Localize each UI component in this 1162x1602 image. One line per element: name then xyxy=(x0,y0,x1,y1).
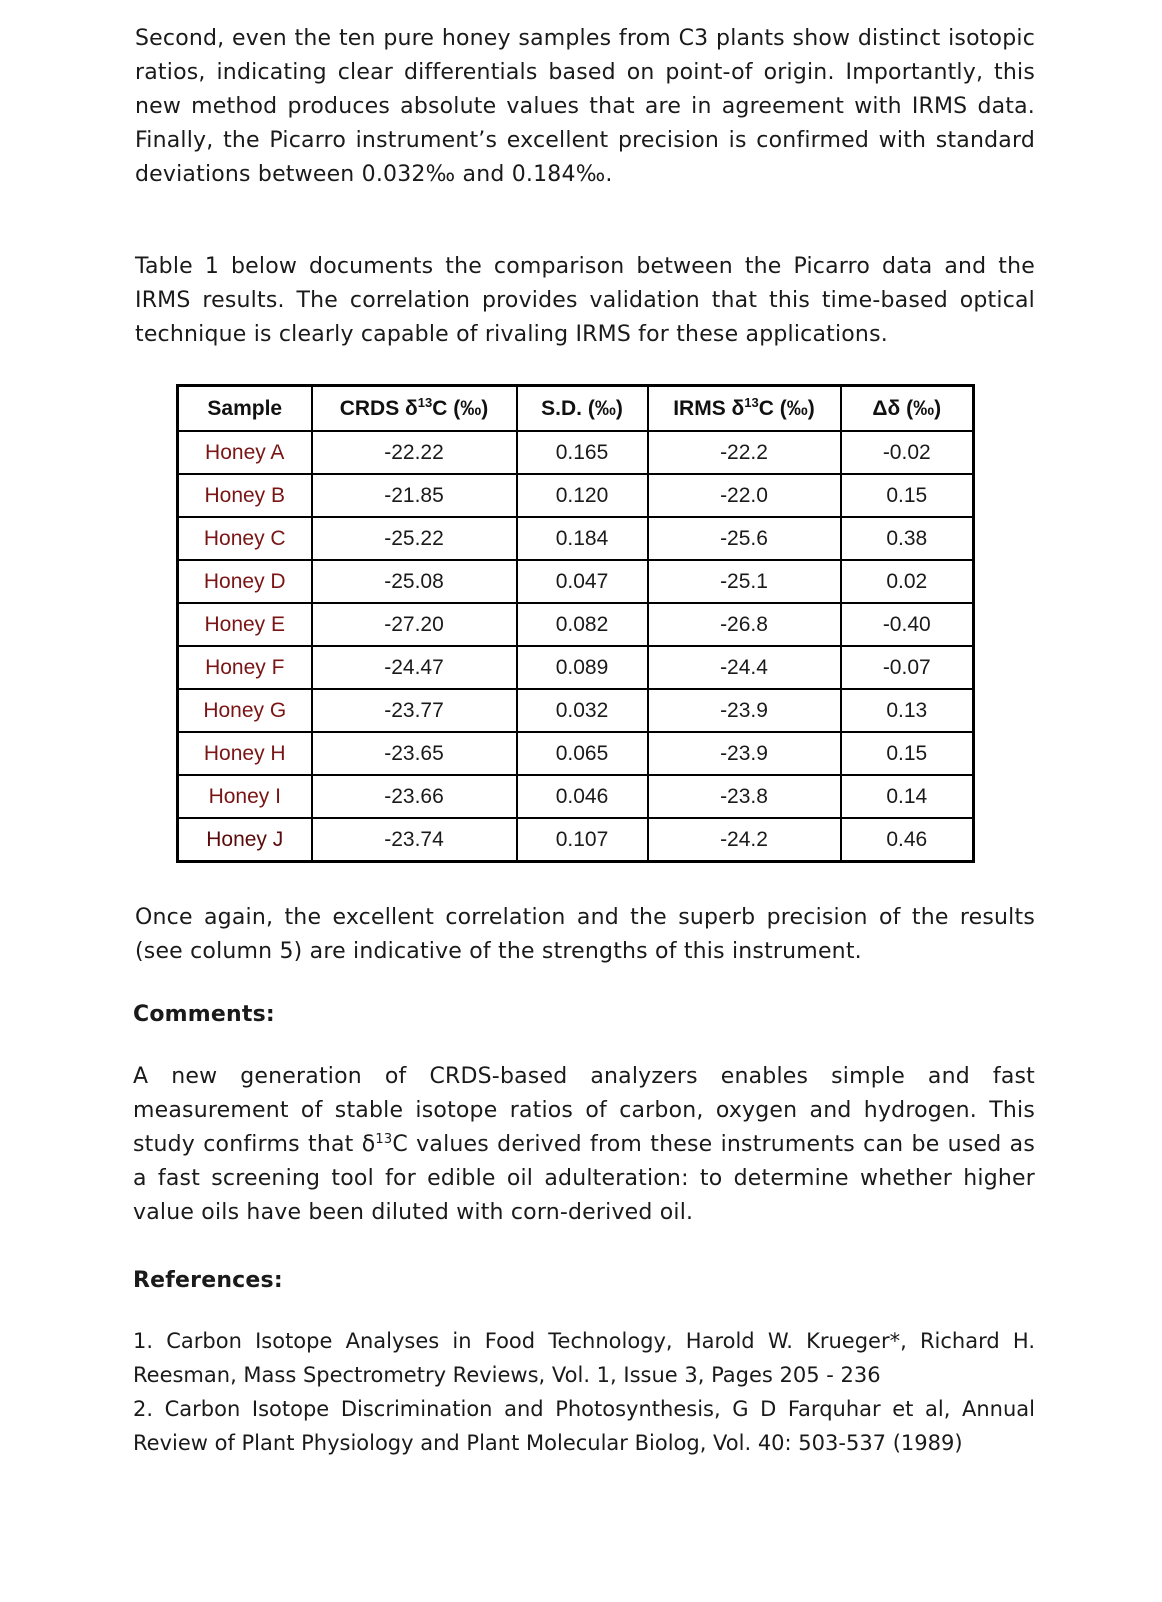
cell-sd: 0.032 xyxy=(517,689,648,732)
paragraph-precision: Second, even the ten pure honey samples from C3 plants show distinct isotopic ratios, indicating clear differentials based on point-of origin. Importantly, this new method produces absolute values that are in agreement with IRMS data. Finally, the Picarro instrument’s excellent precision is confirmed with standard deviations between 0.032‰ and 0.184‰. xyxy=(135,26,1035,187)
cell-crds: -27.20 xyxy=(312,603,517,646)
header-irms-post: C (‰) xyxy=(758,396,815,420)
cell-sample: Honey F xyxy=(178,646,312,689)
table-row xyxy=(178,646,974,689)
cell-irms: -23.9 xyxy=(648,689,841,732)
cell-sample: Honey A xyxy=(178,431,312,474)
header-irms-sup: 13 xyxy=(744,394,759,410)
table-row xyxy=(178,689,974,732)
cell-delta: -0.40 xyxy=(841,603,974,646)
reference-item: 2. Carbon Isotope Discrimination and Photosynthesis, G D Farquhar et al, Annual Review of Plant Physiology and Plant Molecular Biolog, Vol. 40: 503-537 (1989) xyxy=(133,1397,1035,1455)
comments-heading: Comments: xyxy=(133,1002,275,1027)
table-row xyxy=(178,732,974,775)
cell-sd: 0.082 xyxy=(517,603,648,646)
header-sample: Sample xyxy=(178,386,312,432)
cell-sample: Honey C xyxy=(178,517,312,560)
paragraph-table-intro: Table 1 below documents the comparison between the Picarro data and the IRMS results. The correlation provides validation that this time-based optical technique is clearly capable of rivaling IRMS for these applications. xyxy=(135,254,1035,347)
cell-sd: 0.089 xyxy=(517,646,648,689)
table-container xyxy=(176,384,1035,863)
cell-delta: -0.07 xyxy=(841,646,974,689)
cell-irms: -25.6 xyxy=(648,517,841,560)
cell-crds: -23.65 xyxy=(312,732,517,775)
table-row xyxy=(178,560,974,603)
cell-delta: 0.02 xyxy=(841,560,974,603)
table-row xyxy=(178,818,974,862)
cell-sample: Honey J xyxy=(178,818,312,862)
cell-delta: -0.02 xyxy=(841,431,974,474)
cell-sd: 0.046 xyxy=(517,775,648,818)
cell-crds: -22.22 xyxy=(312,431,517,474)
cell-delta: 0.13 xyxy=(841,689,974,732)
cell-irms: -22.2 xyxy=(648,431,841,474)
cell-delta: 0.14 xyxy=(841,775,974,818)
cell-crds: -23.66 xyxy=(312,775,517,818)
cell-sample: Honey I xyxy=(178,775,312,818)
cell-sd: 0.065 xyxy=(517,732,648,775)
cell-irms: -26.8 xyxy=(648,603,841,646)
cell-sample: Honey D xyxy=(178,560,312,603)
table-row xyxy=(178,431,974,474)
table-row xyxy=(178,603,974,646)
cell-crds: -23.77 xyxy=(312,689,517,732)
paragraph-correlation: Once again, the excellent correlation and the superb precision of the results (see column 5) are indicative of the strengths of this instrument. xyxy=(135,905,1035,964)
references-list xyxy=(133,1324,1035,1460)
cell-crds: -25.08 xyxy=(312,560,517,603)
table-row xyxy=(178,517,974,560)
header-delta: Δδ (‰) xyxy=(841,386,974,432)
table-row xyxy=(178,474,974,517)
cell-delta: 0.46 xyxy=(841,818,974,862)
cell-irms: -22.0 xyxy=(648,474,841,517)
reference-item: 1. Carbon Isotope Analyses in Food Technology, Harold W. Krueger*, Richard H. Reesman, Mass Spectrometry Reviews, Vol. 1, Issue 3, Pages 205 - 236 xyxy=(133,1329,1035,1387)
comments-text-pre: A new generation of CRDS-based analyzers enables simple and fast measurement of stable isotope ratios of carbon, oxygen and hydrogen. This study confirms that δ xyxy=(133,1064,1035,1157)
cell-irms: -23.8 xyxy=(648,775,841,818)
paragraph-comments xyxy=(133,1060,1035,1230)
cell-sample: Honey G xyxy=(178,689,312,732)
cell-crds: -21.85 xyxy=(312,474,517,517)
cell-irms: -25.1 xyxy=(648,560,841,603)
cell-irms: -24.4 xyxy=(648,646,841,689)
cell-irms: -23.9 xyxy=(648,732,841,775)
header-irms xyxy=(648,386,841,432)
comments-text-post: C values derived from these instruments can be used as a fast screening tool for edible oil adulteration: to determine whether higher value oils have been diluted with corn-derived oil. xyxy=(133,1132,1035,1225)
cell-sd: 0.165 xyxy=(517,431,648,474)
cell-sample: Honey E xyxy=(178,603,312,646)
table-header-row xyxy=(178,386,974,432)
cell-delta: 0.38 xyxy=(841,517,974,560)
results-table xyxy=(176,384,975,863)
header-sd: S.D. (‰) xyxy=(517,386,648,432)
comments-text-sup: 13 xyxy=(375,1132,393,1147)
document-page xyxy=(135,22,1035,1460)
table-row xyxy=(178,775,974,818)
cell-delta: 0.15 xyxy=(841,732,974,775)
cell-crds: -23.74 xyxy=(312,818,517,862)
cell-irms: -24.2 xyxy=(648,818,841,862)
cell-sample: Honey H xyxy=(178,732,312,775)
cell-crds: -25.22 xyxy=(312,517,517,560)
cell-sd: 0.047 xyxy=(517,560,648,603)
cell-delta: 0.15 xyxy=(841,474,974,517)
cell-sd: 0.120 xyxy=(517,474,648,517)
header-crds-post: C (‰) xyxy=(432,396,489,420)
cell-sd: 0.184 xyxy=(517,517,648,560)
header-irms-pre: IRMS δ xyxy=(673,396,745,420)
cell-sample: Honey B xyxy=(178,474,312,517)
header-crds xyxy=(312,386,517,432)
cell-crds: -24.47 xyxy=(312,646,517,689)
references-heading: References: xyxy=(133,1268,283,1293)
header-crds-pre: CRDS δ xyxy=(339,396,418,420)
cell-sd: 0.107 xyxy=(517,818,648,862)
header-crds-sup: 13 xyxy=(417,394,433,410)
